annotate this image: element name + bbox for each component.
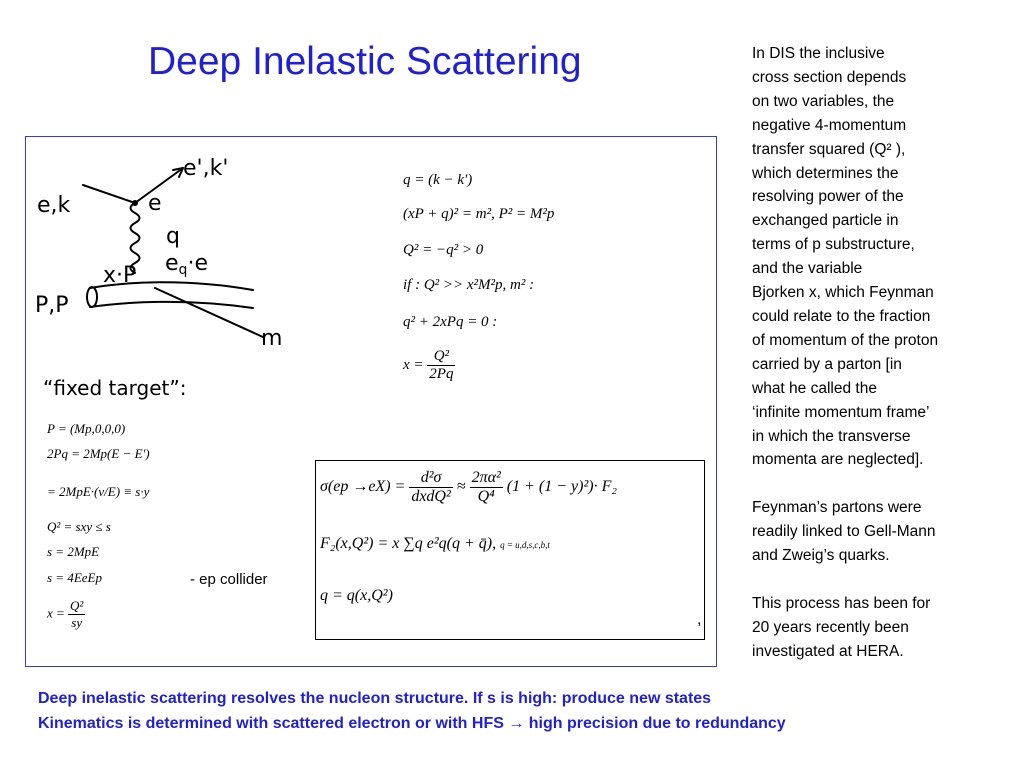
footer-line-1: Deep inelastic scattering resolves the nucleon structure. If s is high: produce new states xyxy=(38,690,712,707)
fixed-target-eq-1: P = (Mp,0,0,0) xyxy=(47,421,126,436)
cross-section-box xyxy=(315,460,705,640)
fixed-target-eq-2: 2Pq = 2Mp(E − E') xyxy=(47,446,150,461)
kinematics-eq-3: Q² = −q² > 0 xyxy=(403,242,484,258)
label-e-k: e,k xyxy=(37,193,71,218)
incoming-electron-line xyxy=(83,185,135,203)
ep-collider-label: - ep collider xyxy=(190,571,268,588)
fixed-target-eq-3: = 2MpE·(ν/E) ≡ s·y xyxy=(47,484,150,499)
fixed-target-label: “fixed target”: xyxy=(43,376,187,400)
kinematics-eq-4: if : Q² >> x²M²p, m² : xyxy=(403,277,535,293)
footer-line-2: Kinematics is determined with scattered electron or with HFS → high precision due to redundancy xyxy=(38,715,786,732)
kinematics-eq-5: q² + 2xPq = 0 : xyxy=(403,314,498,330)
label-x-p: x·P xyxy=(103,263,137,288)
fixed-target-x-eq: x = $\frac{\text{Q²}}{sy}$ xyxy=(47,598,84,630)
sidebar-paragraph-3: This process has been for 20 years recently been investigated at HERA. xyxy=(752,595,931,660)
slide-title: Deep Inelastic Scattering xyxy=(148,40,582,83)
label-e-prime-k-prime: e',k' xyxy=(183,156,229,181)
label-q: q xyxy=(166,224,180,249)
fixed-target-eq-4: Q² = sxy ≤ s xyxy=(47,519,111,534)
f2-structure-eq: F₂(x,Q²) = x ∑q e²q(q + q̄), q = u,d,s,c,b,t xyxy=(320,535,550,552)
fixed-target-eq-6: s = 4EeEp xyxy=(47,570,102,585)
footer-summary xyxy=(38,686,998,736)
sidebar-text xyxy=(752,42,992,688)
fixed-target-eq-5: s = 2MpE xyxy=(47,544,100,559)
label-p-p: P,P xyxy=(35,293,69,318)
label-vertex-e: e xyxy=(148,191,162,216)
kinematics-eq-1: q = (k − k') xyxy=(403,172,473,188)
proton-line-lower xyxy=(90,302,253,308)
stray-mark: , xyxy=(697,611,702,628)
label-m: m xyxy=(261,326,283,351)
struck-quark-line xyxy=(155,288,263,337)
label-eq-e: eq·e xyxy=(165,251,208,278)
sidebar-paragraph-2: Feynman’s partons were readily linked to Gell-Mann and Zweig’s quarks. xyxy=(752,499,936,565)
feynman-diagram xyxy=(35,140,295,410)
cross-section-eq: σ(ep →eX) = $\frac{\text{d²σ}}{\text{dxdQ²}}$ ≈ $\frac{\text{2πα²}}{\text{Q⁴}}$ (1 + (1 − y)²)· F₂ xyxy=(320,469,617,505)
sidebar-paragraph-1: In DIS the inclusive cross section depends on two variables, the negative 4-momentum transfer squared (Q² ), which determines the resolving power of the exchanged particle in terms of p substructure, and the variable Bjorken x, which Feynman could relate to the fraction of momentum of the proton carried by a parton [in what he called the ‘infinite momentum frame’ in which the transverse momenta are neglected]. xyxy=(752,45,939,469)
bjorken-x-eq: x = $\frac{\text{Q²}}{2Pq}$ xyxy=(403,348,454,382)
kinematics-eq-2: (xP + q)² = m², P² = M²p xyxy=(403,206,555,222)
parton-density-eq: q = q(x,Q²) xyxy=(320,587,393,604)
